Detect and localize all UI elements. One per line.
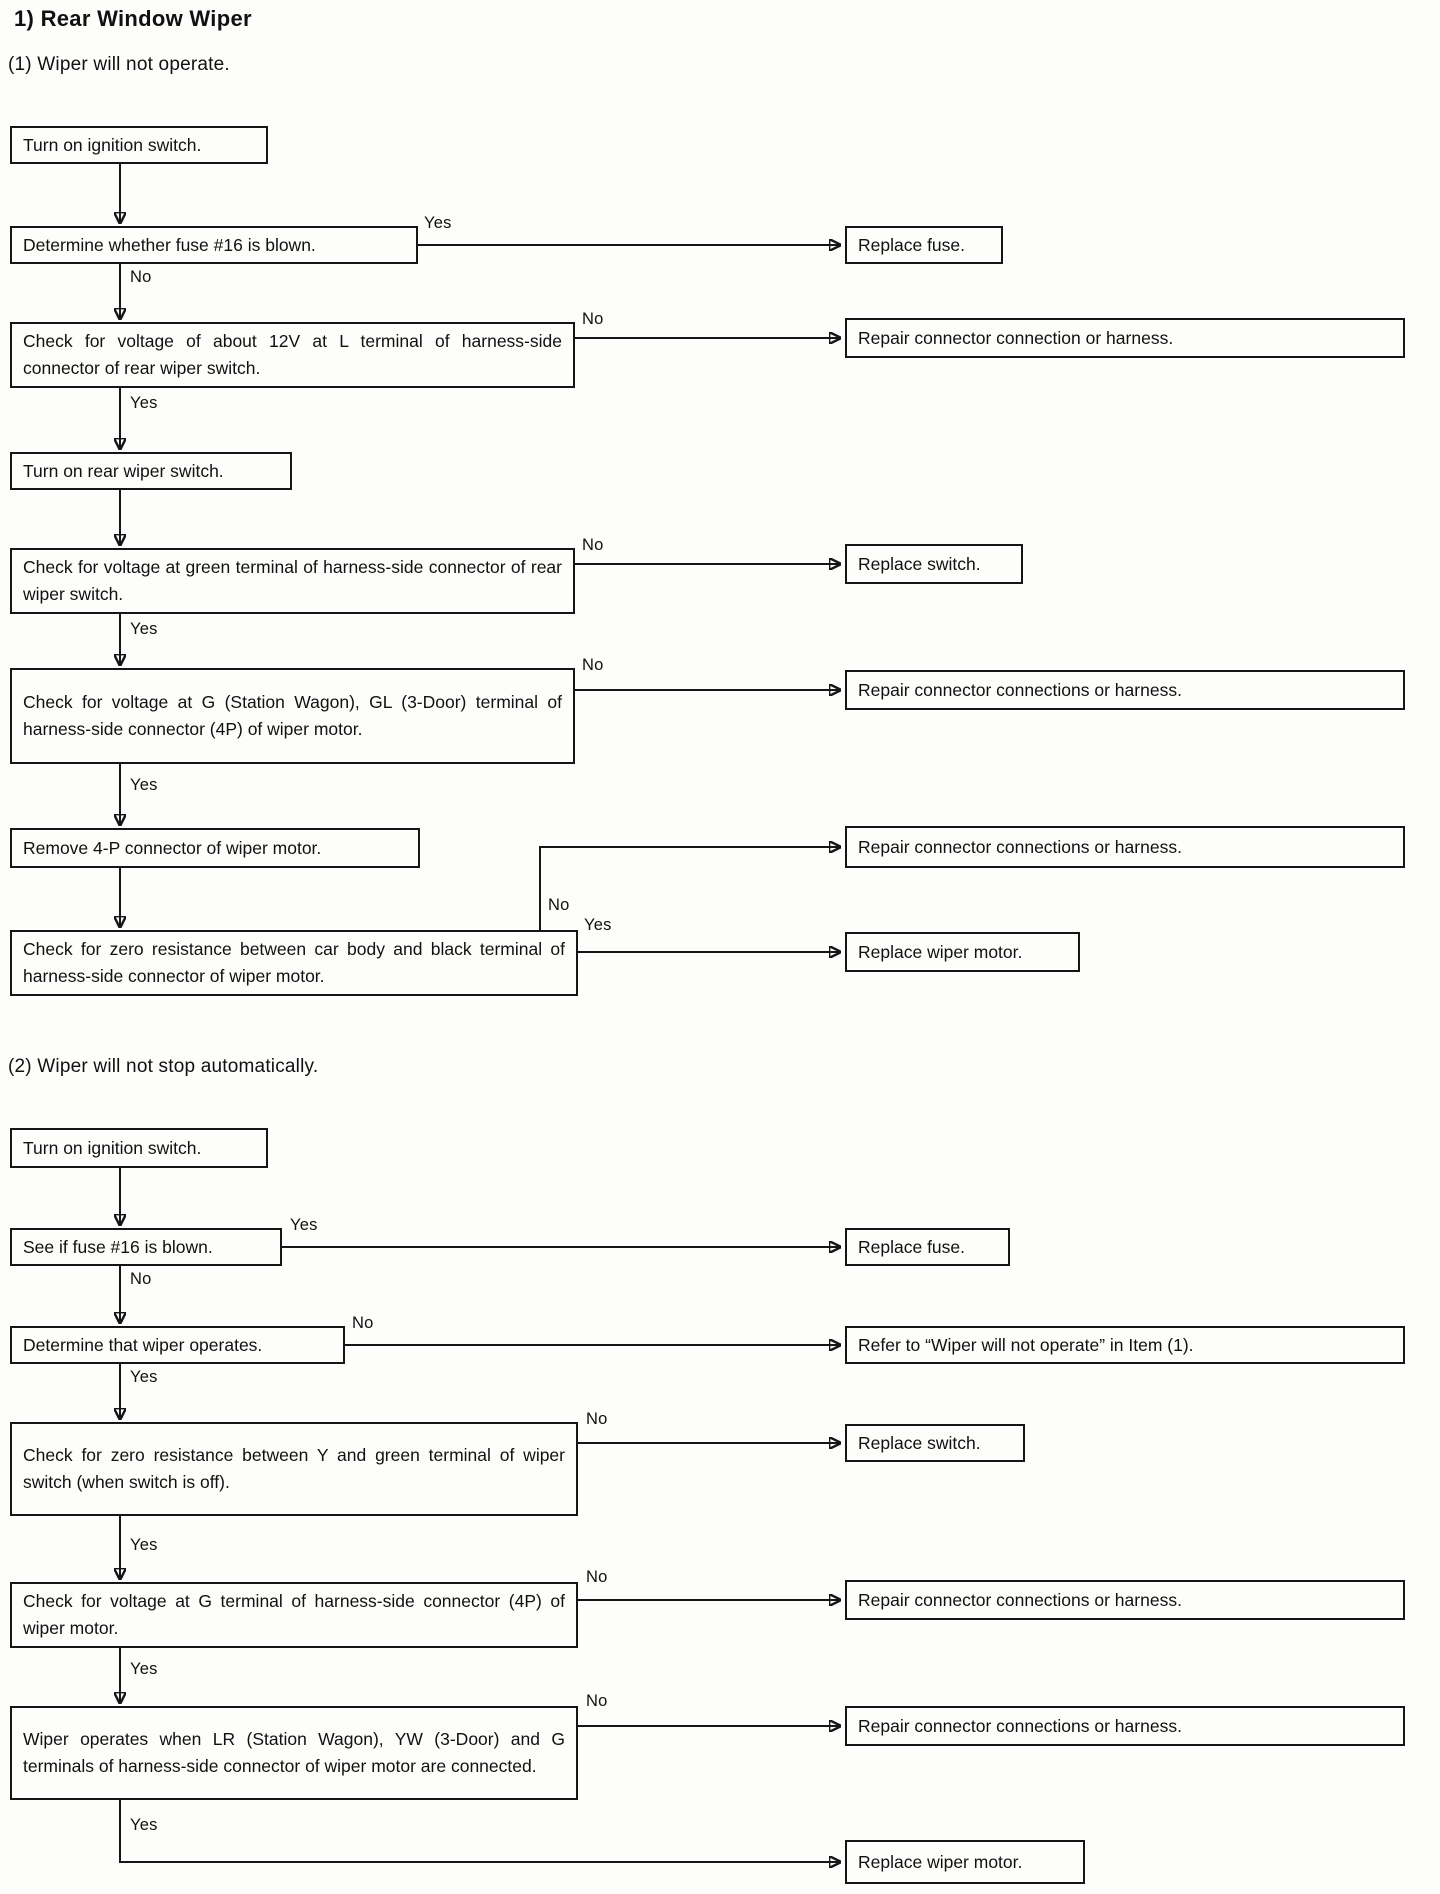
branch-label-no: No	[582, 536, 604, 554]
step2-check-zero-resistance-y-green	[10, 1422, 578, 1516]
branch-label-no: No	[582, 656, 604, 674]
result-text: Repair connector connection or harness.	[858, 327, 1174, 348]
step-text: Check for voltage at G (Station Wagon), GL (3-Door) terminal of harness-side connector (4P) of wiper motor.	[23, 692, 562, 739]
branch-label-yes: Yes	[130, 776, 158, 794]
step-text: Turn on rear wiper switch.	[23, 460, 224, 481]
result-repair-connector	[845, 318, 1405, 358]
step-remove-4p-connector	[10, 828, 420, 868]
result2-repair-connections-1	[845, 1580, 1405, 1620]
result-text: Replace fuse.	[858, 234, 966, 255]
branch-label-yes: Yes	[584, 916, 612, 934]
branch-label-no: No	[548, 896, 570, 914]
result-text: Replace fuse.	[858, 1236, 966, 1257]
step2-determine-wiper-operates	[10, 1326, 345, 1364]
step2-see-if-fuse-blown	[10, 1228, 282, 1266]
step-text: Check for zero resistance between car body and black terminal of harness-side connector of wiper motor.	[23, 939, 565, 986]
branch-label-yes: Yes	[290, 1216, 318, 1234]
step-text: Turn on ignition switch.	[23, 134, 202, 155]
step-turn-on-rear-wiper-switch	[10, 452, 292, 490]
step-text: See if fuse #16 is blown.	[23, 1236, 213, 1257]
branch-label-no: No	[586, 1410, 608, 1428]
step-text: Determine whether fuse #16 is blown.	[23, 234, 316, 255]
step-text: Wiper operates when LR (Station Wagon), YW (3-Door) and G terminals of harness-side connector of wiper motor are connected.	[23, 1729, 565, 1776]
branch-label-no: No	[582, 310, 604, 328]
step-text: Check for voltage of about 12V at L terminal of harness-side connector of rear wiper switch.	[23, 331, 562, 378]
section-2-heading: (2) Wiper will not stop automatically.	[8, 1056, 319, 1077]
result-text: Replace switch.	[858, 553, 981, 574]
step-turn-on-ignition-switch	[10, 126, 268, 164]
result-text: Repair connector connections or harness.	[858, 679, 1182, 700]
result-repair-connections-2	[845, 826, 1405, 868]
step-text: Check for voltage at green terminal of harness-side connector of rear wiper switch.	[23, 557, 562, 604]
step-check-voltage-green-terminal	[10, 548, 575, 614]
step-check-zero-resistance-body	[10, 930, 578, 996]
step-text: Remove 4-P connector of wiper motor.	[23, 837, 322, 858]
step-check-voltage-g-gl-terminal	[10, 668, 575, 764]
branch-label-no: No	[130, 268, 152, 286]
result-text: Refer to “Wiper will not operate” in Item (1).	[858, 1334, 1194, 1355]
result-repair-connections-1	[845, 670, 1405, 710]
branch-label-yes: Yes	[130, 1816, 158, 1834]
step2-check-voltage-g-terminal	[10, 1582, 578, 1648]
result2-replace-switch	[845, 1424, 1025, 1462]
branch-label-yes: Yes	[130, 620, 158, 638]
branch-label-yes: Yes	[130, 394, 158, 412]
result-replace-wiper-motor	[845, 932, 1080, 972]
branch-label-yes: Yes	[130, 1536, 158, 1554]
result2-replace-wiper-motor	[845, 1840, 1085, 1884]
result-text: Replace wiper motor.	[858, 1851, 1023, 1872]
result2-repair-connections-2	[845, 1706, 1405, 1746]
result-text: Replace switch.	[858, 1432, 981, 1453]
result-text: Repair connector connections or harness.	[858, 1715, 1182, 1736]
section-1-heading: (1) Wiper will not operate.	[8, 54, 230, 75]
branch-label-yes: Yes	[130, 1660, 158, 1678]
result-text: Replace wiper motor.	[858, 941, 1023, 962]
result-replace-fuse	[845, 226, 1003, 264]
step2-turn-on-ignition-switch	[10, 1128, 268, 1168]
branch-label-no: No	[586, 1692, 608, 1710]
result-replace-switch	[845, 544, 1023, 584]
branch-label-yes: Yes	[130, 1368, 158, 1386]
step2-wiper-operates-when-connected	[10, 1706, 578, 1800]
step-text: Check for zero resistance between Y and green terminal of wiper switch (when switch is off).	[23, 1445, 565, 1492]
branch-label-yes: Yes	[424, 214, 452, 232]
result-text: Repair connector connections or harness.	[858, 1589, 1182, 1610]
branch-label-no: No	[130, 1270, 152, 1288]
step-check-fuse-16	[10, 226, 418, 264]
result2-replace-fuse	[845, 1228, 1010, 1266]
step-text: Determine that wiper operates.	[23, 1334, 263, 1355]
step-text: Check for voltage at G terminal of harness-side connector (4P) of wiper motor.	[23, 1591, 565, 1638]
step-text: Turn on ignition switch.	[23, 1137, 202, 1158]
step-check-voltage-l-terminal	[10, 322, 575, 388]
result-text: Repair connector connections or harness.	[858, 836, 1182, 857]
branch-label-no: No	[586, 1568, 608, 1586]
branch-label-no: No	[352, 1314, 374, 1332]
page-title: 1) Rear Window Wiper	[14, 6, 252, 31]
result2-refer-to-item-1	[845, 1326, 1405, 1364]
